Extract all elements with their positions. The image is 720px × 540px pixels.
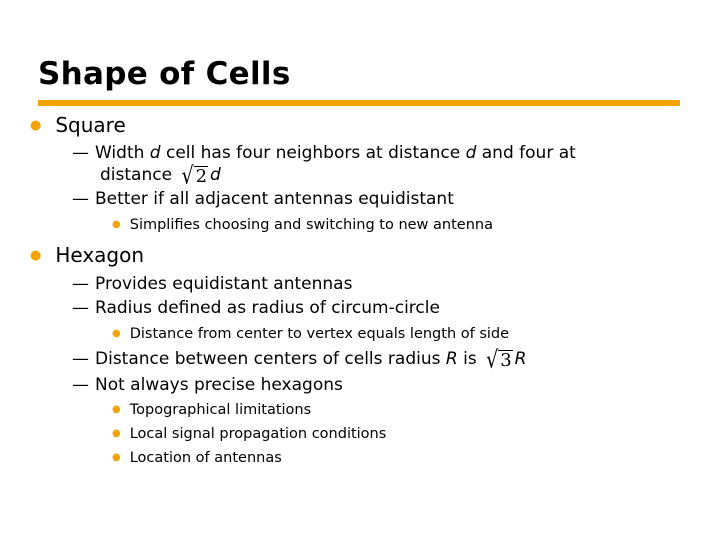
item-width-cell-cont: distance √ 2 d <box>100 162 221 190</box>
bullet-hexagon <box>30 243 144 267</box>
bullet-hexagon-label: Hexagon <box>55 243 145 267</box>
dash-icon: — <box>72 298 89 318</box>
dash-icon: — <box>72 274 89 294</box>
bullet-square-label: Square <box>55 113 126 137</box>
bullet-dot-icon: ● <box>112 328 121 339</box>
item-width-cell: — Width d cell has four neighbors at distance d and four at <box>72 143 576 163</box>
bullet-square <box>30 113 126 137</box>
dash-icon: — <box>72 143 89 163</box>
subitem-location-antennas: ● Location of antennas <box>112 450 282 466</box>
bullet-dot-icon: ● <box>30 248 42 263</box>
dash-icon: — <box>72 349 89 369</box>
item-centers: — Distance between centers of cells radius R is √ 3 R <box>72 346 527 374</box>
slide-title: Shape of Cells <box>38 56 291 92</box>
item-provides: — Provides equidistant antennas <box>72 274 353 294</box>
subitem-topographical: ● Topographical limitations <box>112 402 312 418</box>
subitem-vertex: ● Distance from center to vertex equals length of side <box>112 326 510 342</box>
sqrt-three-formula: √ 3 <box>486 346 512 374</box>
item-better-equidistant: — Better if all adjacent antennas equidistant <box>72 189 454 209</box>
bullet-dot-icon: ● <box>112 219 121 230</box>
dash-icon: — <box>72 189 89 209</box>
item-not-precise: — Not always precise hexagons <box>72 375 343 395</box>
bullet-dot-icon: ● <box>112 452 121 463</box>
bullet-dot-icon: ● <box>112 428 121 439</box>
item-radius: — Radius defined as radius of circum-circle <box>72 298 440 318</box>
dash-icon: — <box>72 375 89 395</box>
bullet-dot-icon: ● <box>30 118 42 133</box>
subitem-local-signal: ● Local signal propagation conditions <box>112 426 387 442</box>
bullet-dot-icon: ● <box>112 404 121 415</box>
subitem-simplifies: ● Simplifies choosing and switching to new antenna <box>112 217 493 233</box>
sqrt-two-formula: √ 2 <box>181 162 208 190</box>
